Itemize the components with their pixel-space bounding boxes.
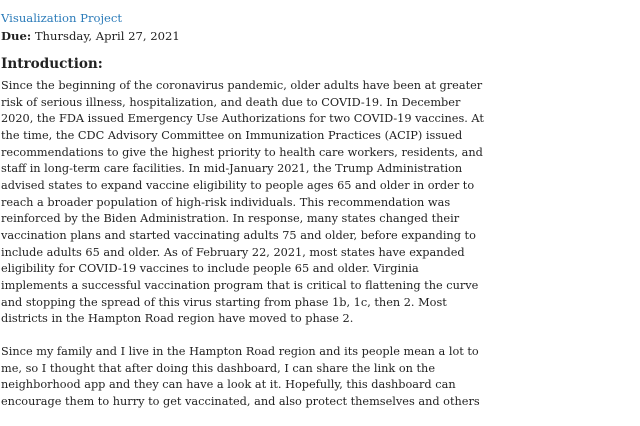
paragraph-line: 2020, the FDA issued Emergency Use Authorizations for two COVID-19 vaccines. At (1, 112, 484, 126)
project-link[interactable]: Visualization Project (1, 11, 123, 25)
paragraph-line: staff in long-term care facilities. In mid-January 2021, the Trump Administration (1, 162, 463, 176)
paragraph-line: reinforced by the Biden Administration. In response, many states changed their (1, 212, 460, 226)
document-content (1, 10, 484, 426)
due-date: Thursday, April 27, 2021 (34, 29, 180, 43)
introduction-paragraph (1, 78, 484, 328)
paragraph-line: the time, the CDC Advisory Committee on Immunization Practices (ACIP) issued (1, 128, 463, 142)
due-label: Due: (1, 29, 32, 43)
introduction-paragraph (1, 344, 480, 411)
paragraph-line: reach a broader population of high-risk individuals. This recommendation was (1, 195, 451, 209)
paragraph-line: and stopping the spread of this virus starting from phase 1b, 1c, then 2. Most (1, 295, 447, 309)
paragraph-line: implements a successful vaccination program that is critical to flattening the curve (1, 278, 479, 292)
paragraph-line: include adults 65 and older. As of February 22, 2021, most states have expanded (1, 245, 465, 259)
paragraph-line: advised states to expand vaccine eligibility to people ages 65 and older in order to (1, 178, 475, 192)
paragraph-line: vaccination plans and started vaccinating adults 75 and older, before expanding to (1, 228, 476, 242)
paragraph-line: Since the beginning of the coronavirus pandemic, older adults have been at greater (1, 79, 483, 92)
paragraph-line: Since my family and I live in the Hampton Road region and its people mean a lot to (1, 344, 479, 358)
paragraph-line: eligibility for COVID-19 vaccines to include people 65 and older. Virginia (1, 262, 419, 276)
introduction-body (1, 78, 484, 410)
due-line (1, 28, 433, 44)
paragraph-line: recommendations to give the highest priority to health care workers, residents, and (1, 145, 483, 159)
paragraph-line: encourage them to hurry to get vaccinated, and also protect themselves and others (1, 394, 480, 408)
paragraph-line: districts in the Hampton Road region have moved to phase 2. (1, 312, 354, 326)
introduction-heading: Introduction: (1, 56, 103, 72)
paragraph-line: me, so I thought that after doing this dashboard, I can share the link on the (1, 361, 436, 375)
paragraph-line: neighborhood app and they can have a look at it. Hopefully, this dashboard can (1, 378, 456, 392)
paragraph-line: risk of serious illness, hospitalization, and death due to COVID-19. In December (1, 95, 461, 109)
